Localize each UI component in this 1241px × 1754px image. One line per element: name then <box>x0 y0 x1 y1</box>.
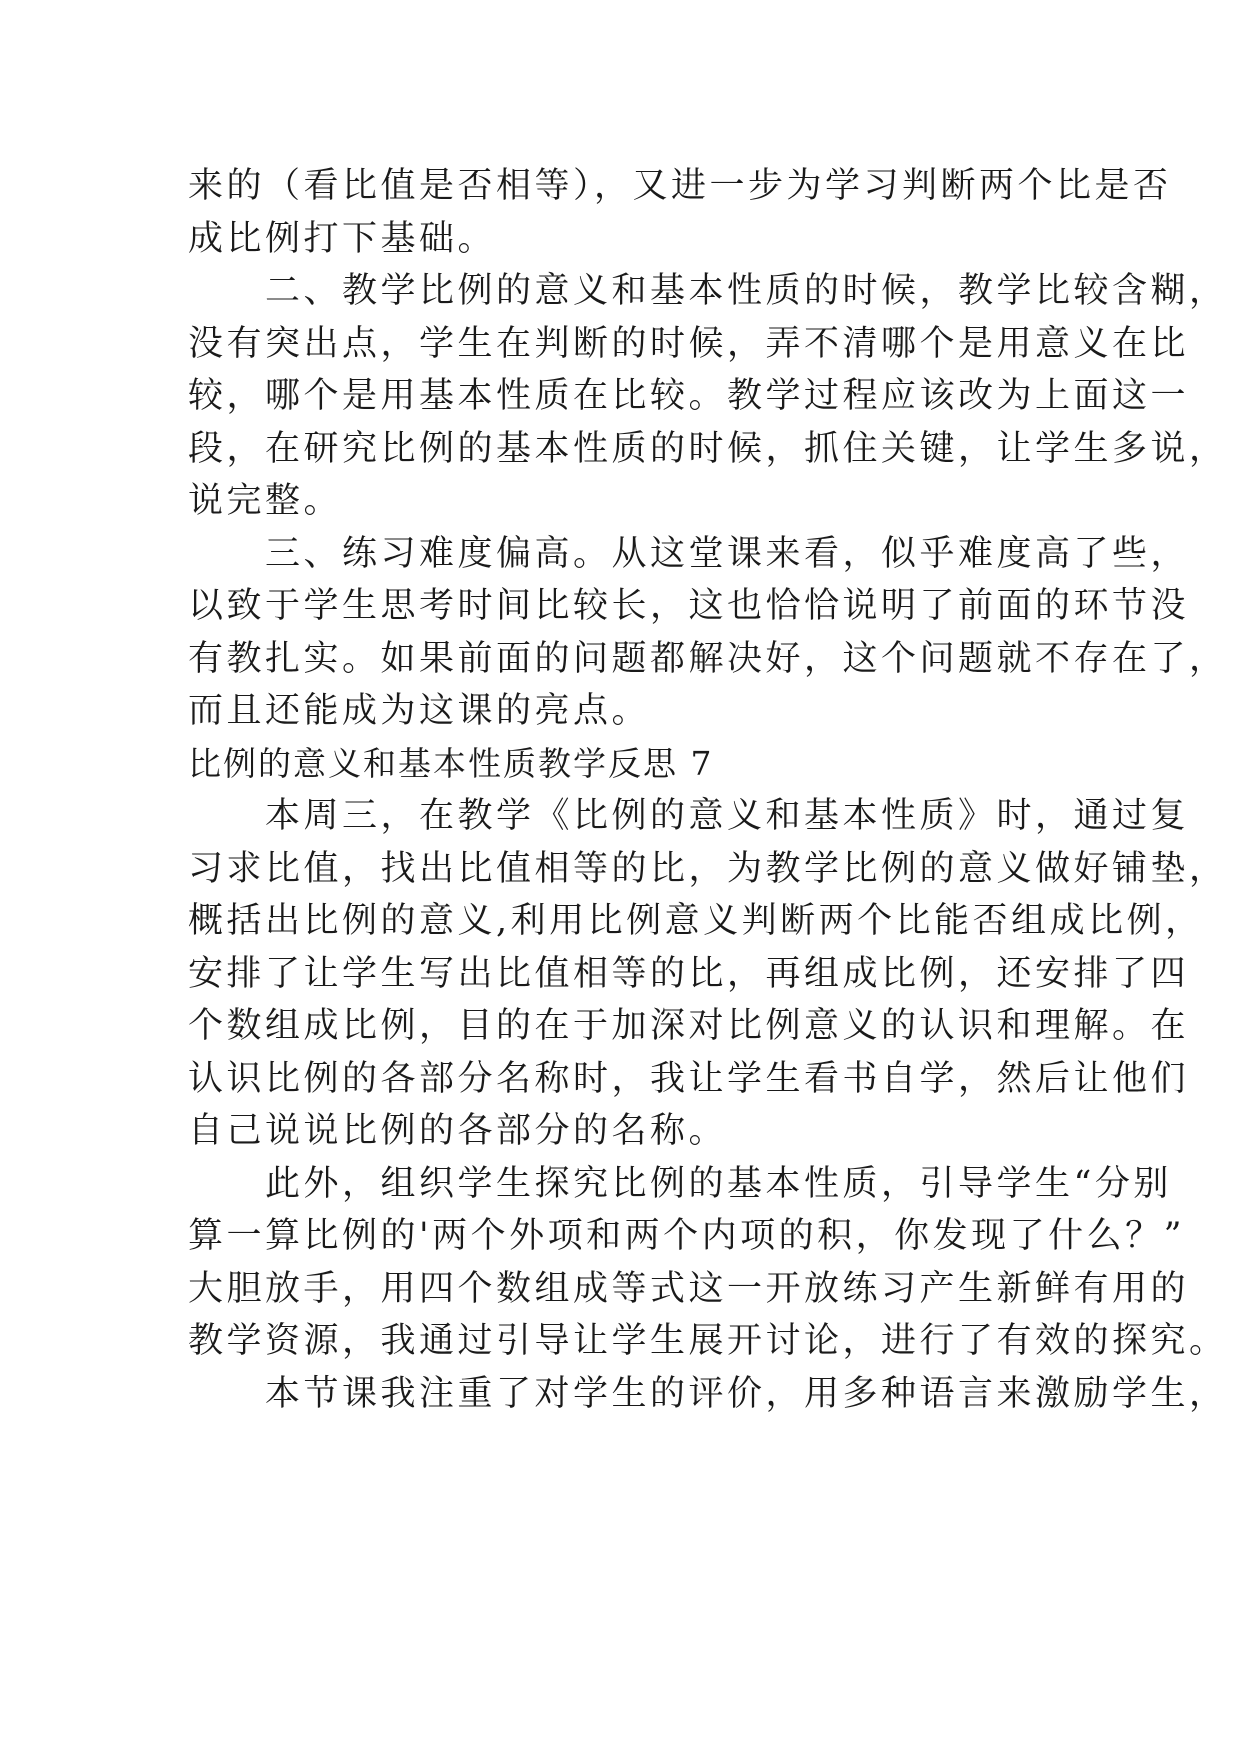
text-line: 成比例打下基础。 <box>188 218 497 259</box>
text-line: 自己说说比例的各部分的名称。 <box>188 1111 728 1151</box>
paragraph-2 <box>188 265 1228 528</box>
paragraph-6 <box>188 1368 1228 1421</box>
paragraph-5 <box>188 1158 1228 1368</box>
paragraph-3 <box>188 528 1228 738</box>
text-line: 本周三，在教学《比例的意义和基本性质》时，通过复 <box>188 796 1190 836</box>
text-line: 本节课我注重了对学生的评价，用多种语言来激励学生， <box>188 1373 1228 1414</box>
text-line: 认识比例的各部分名称时，我让学生看书自学，然后让他们 <box>188 1058 1190 1099</box>
text-line: 安排了让学生写出比值相等的比，再组成比例，还安排了四 <box>188 953 1190 994</box>
text-line: 段，在研究比例的基本性质的时候，抓住关键，让学生多说， <box>188 428 1228 469</box>
section-heading: 比例的意义和基本性质教学反思 7 <box>188 743 714 783</box>
text-line: 个数组成比例，目的在于加深对比例意义的认识和理解。在 <box>188 1006 1190 1046</box>
text-line: 二、教学比例的意义和基本性质的时候，教学比较含糊， <box>188 271 1228 311</box>
text-line: 概括出比例的意义,利用比例意义判断两个比能否组成比例， <box>188 901 1204 941</box>
text-line: 大胆放手，用四个数组成等式这一开放练习产生新鲜有用的 <box>188 1268 1190 1309</box>
text-line: 而且还能成为这课的亮点。 <box>188 691 651 731</box>
text-line: 以致于学生思考时间比较长，这也恰恰说明了前面的环节没 <box>188 586 1190 626</box>
text-line: 说完整。 <box>188 481 343 521</box>
text-line: 较，哪个是用基本性质在比较。教学过程应该改为上面这一 <box>188 376 1190 416</box>
document-body <box>188 160 1228 1420</box>
text-line: 来的（看比值是否相等），又进一步为学习判断两个比是否 <box>188 166 1172 206</box>
text-line: 没有突出点，学生在判断的时候，弄不清哪个是用意义在比 <box>188 323 1190 364</box>
text-line: 三、练习难度偏高。从这堂课来看，似乎难度高了些， <box>188 533 1190 574</box>
text-line: 此外，组织学生探究比例的基本性质，引导学生“分别 <box>188 1163 1172 1204</box>
paragraph-4 <box>188 790 1228 1158</box>
text-line: 算一算比例的'两个外项和两个内项的积，你发现了什么？” <box>188 1216 1186 1256</box>
text-line: 有教扎实。如果前面的问题都解决好，这个问题就不存在了， <box>188 638 1228 679</box>
text-line: 习求比值，找出比值相等的比，为教学比例的意义做好铺垫， <box>188 848 1228 889</box>
paragraph-1 <box>188 160 1172 265</box>
text-line: 教学资源，我通过引导让学生展开讨论，进行了有效的探究。 <box>188 1321 1228 1361</box>
